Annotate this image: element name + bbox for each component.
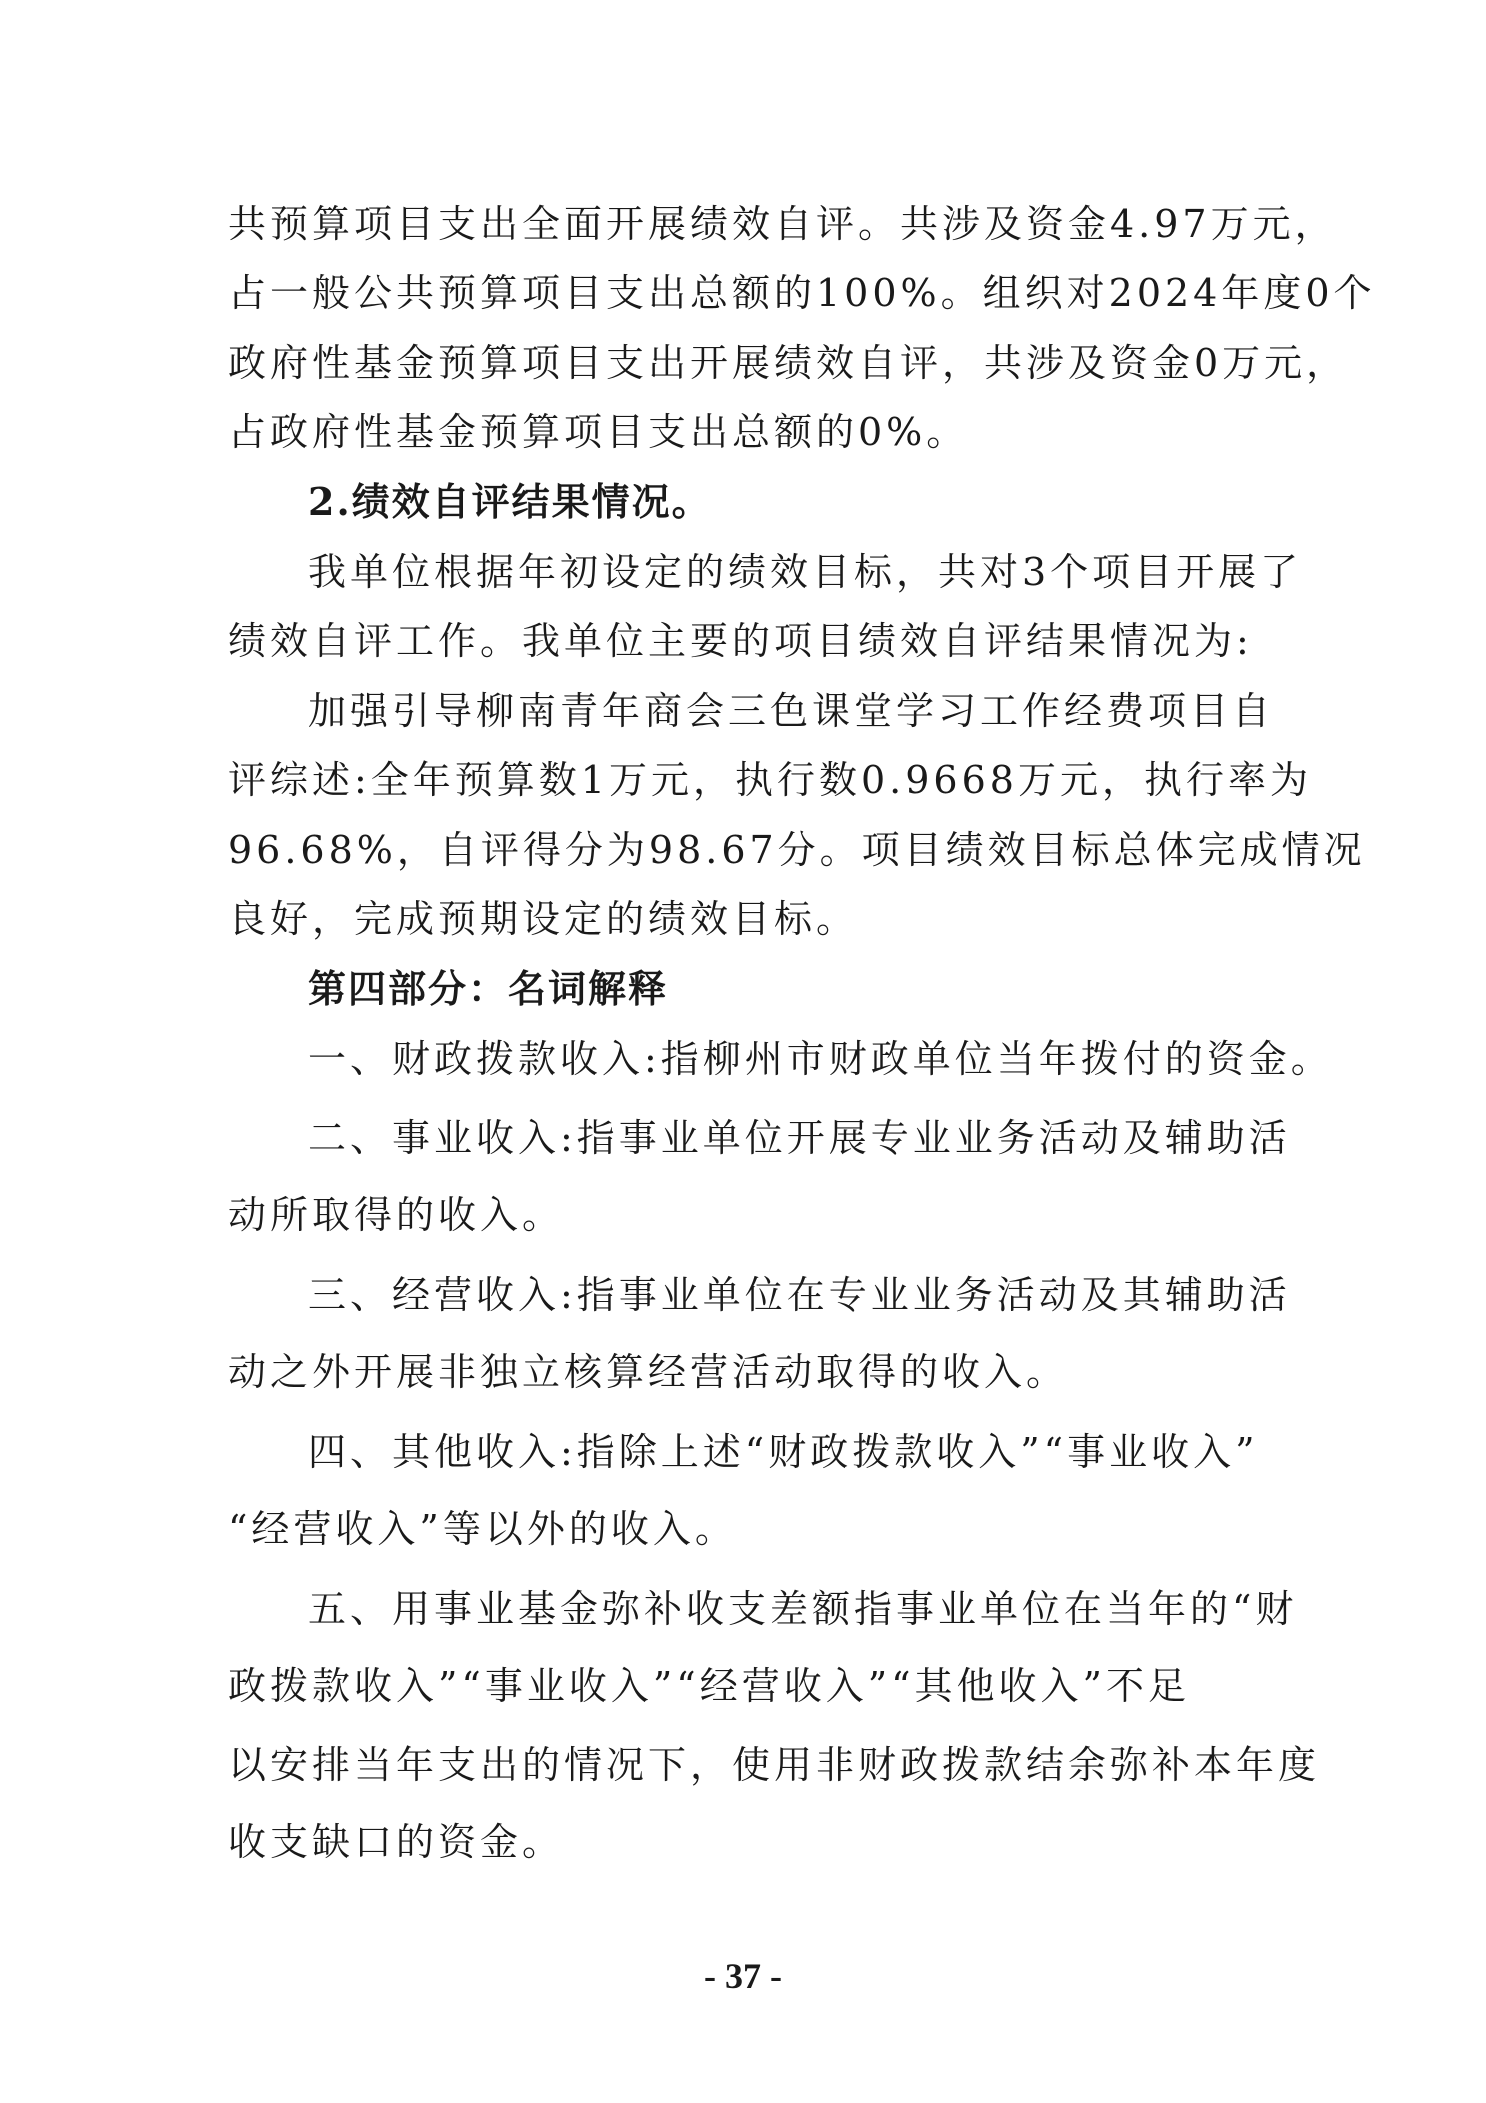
definition-line: 以安排当年支出的情况下，使用非财政拨款结余弥补本年度 (228, 1743, 1321, 1787)
text-line: 政府性基金预算项目支出开展绩效自评，共涉及资金0万元， (228, 341, 1349, 385)
definition-line: 政拨款收入”“事业收入”“经营收入”“其他收入”不足 (228, 1664, 1190, 1708)
text-line: 评综述:全年预算数1万元，执行数0.9668万元，执行率为 (228, 758, 1312, 802)
definition-line: 二、事业收入:指事业单位开展专业业务活动及辅助活 (308, 1116, 1291, 1160)
definition-line: 四、其他收入:指除上述“财政拨款收入”“事业收入” (308, 1430, 1259, 1474)
definition-line: 一、财政拨款收入:指柳州市财政单位当年拨付的资金。 (308, 1037, 1333, 1081)
definition-line: “经营收入”等以外的收入。 (228, 1507, 737, 1551)
text-line: 占政府性基金预算项目支出总额的0%。 (228, 410, 969, 454)
page-number: - 37 - (704, 1956, 782, 1996)
section-heading: 2.绩效自评结果情况。 (308, 479, 712, 524)
text-line: 共预算项目支出全面开展绩效自评。共涉及资金4.97万元， (228, 202, 1337, 246)
text-line: 96.68%，自评得分为98.67分。项目绩效目标总体完成情况 (228, 828, 1366, 872)
definition-line: 五、用事业基金弥补收支差额指事业单位在当年的“财 (308, 1587, 1298, 1631)
definition-line: 动所取得的收入。 (228, 1193, 565, 1237)
text-line: 占一般公共预算项目支出总额的100%。组织对2024年度0个 (228, 271, 1376, 315)
text-line: 我单位根据年初设定的绩效目标，共对3个项目开展了 (308, 550, 1303, 594)
definition-line: 动之外开展非独立核算经营活动取得的收入。 (228, 1350, 1069, 1394)
definition-line: 收支缺口的资金。 (228, 1820, 565, 1864)
text-line: 加强引导柳南青年商会三色课堂学习工作经费项目自 (308, 689, 1275, 733)
definition-line: 三、经营收入:指事业单位在专业业务活动及其辅助活 (308, 1273, 1291, 1317)
part-heading: 第四部分：名词解释 (308, 966, 669, 1011)
text-line: 绩效自评工作。我单位主要的项目绩效自评结果情况为: (228, 619, 1253, 663)
text-line: 良好，完成预期设定的绩效目标。 (228, 897, 859, 941)
